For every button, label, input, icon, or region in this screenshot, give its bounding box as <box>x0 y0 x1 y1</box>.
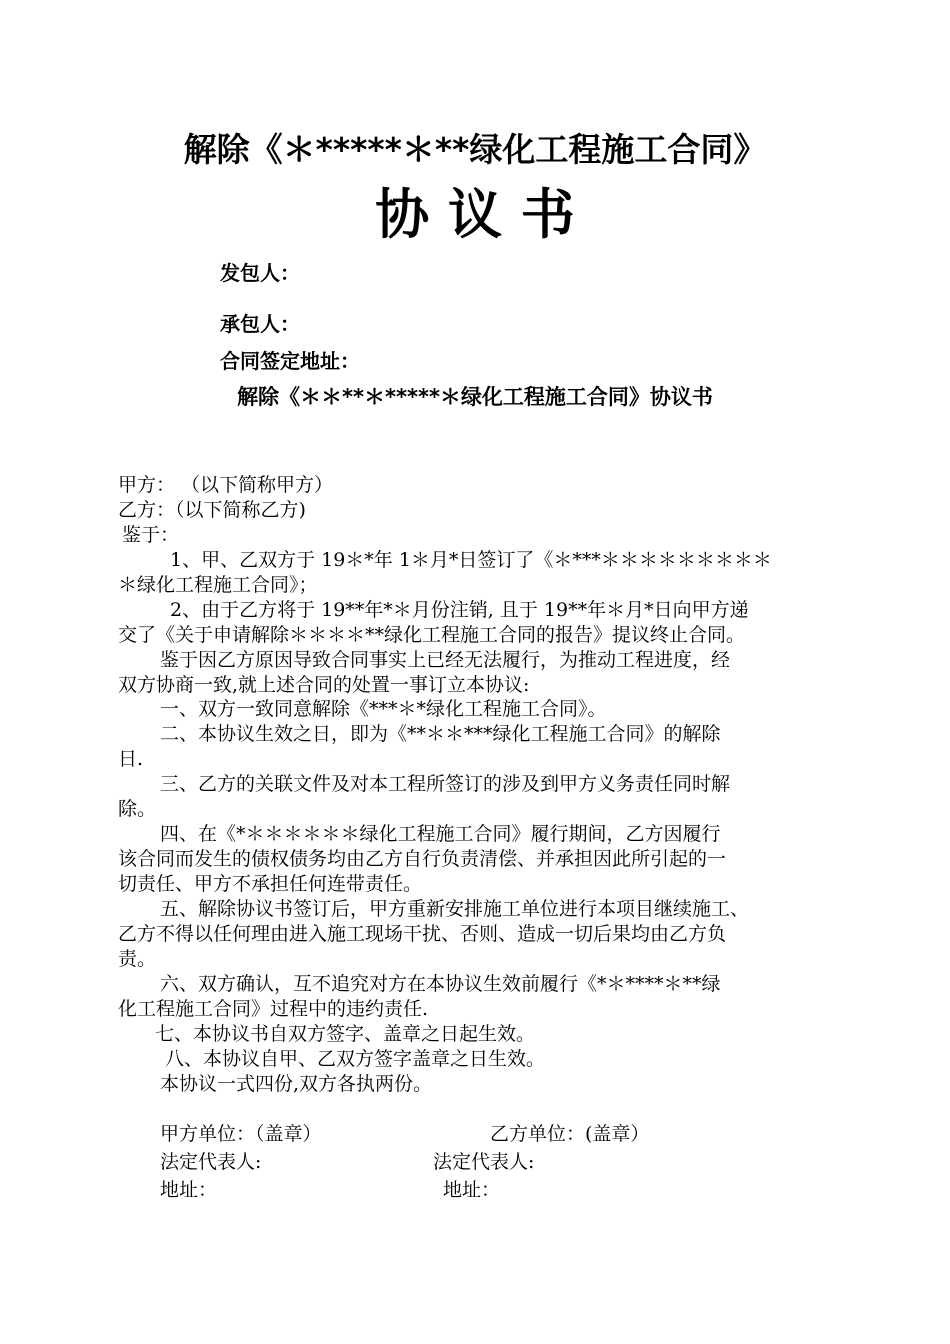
body-line: 1、甲、乙双方于 19＊*年 1＊月*日签订了《＊***＊＊＊＊＊＊＊＊＊ <box>170 549 772 571</box>
body-line: 交了《关于申请解除＊＊＊＊**绿化工程施工合同的报告》提议终止合同。 <box>118 624 746 646</box>
clause-5: 五、解除协议书签订后，甲方重新安排施工单位进行本项目继续施工、 <box>160 898 750 920</box>
party-b-legal-rep: 法定代表人: <box>433 1151 535 1173</box>
clause-6: 六、双方确认，互不追究对方在本协议生效前履行《*＊****＊**绿 <box>160 973 721 995</box>
body-line: 责。 <box>118 948 157 970</box>
whereas-label: 鉴于： <box>122 524 180 546</box>
contract-location-label: 合同签定地址： <box>220 349 360 373</box>
clause-1: 一、双方一致同意解除《***＊*绿化工程施工合同》。 <box>160 698 607 720</box>
body-line: 2、由于乙方将于 19**年*＊月份注销, 且于 19**年＊月*日向甲方递 <box>170 599 749 621</box>
clause-7: 七、本协议书自双方签字、盖章之日起生效。 <box>155 1023 536 1045</box>
clause-3: 三、乙方的关联文件及对本工程所签订的涉及到甲方义务责任同时解 <box>160 773 731 795</box>
body-line: ＊绿化工程施工合同》； <box>118 574 318 596</box>
body-line: 切责任、甲方不承担任何连带责任。 <box>118 873 423 895</box>
document-type-heading: 协 议 书 <box>375 183 575 246</box>
clause-4: 四、在《*＊＊＊＊＊＊绿化工程施工合同》履行期间，乙方因履行 <box>160 823 721 845</box>
copies-line: 本协议一式四份,双方各执两份。 <box>160 1073 433 1095</box>
clause-8: 八、本协议自甲、乙双方签字盖章之日生效。 <box>165 1048 546 1070</box>
party-a-address: 地址： <box>160 1179 218 1201</box>
body-line: 双方协商一致,就上述合同的处置一事订立本协议: <box>118 674 530 696</box>
employer-label: 发包人： <box>220 261 300 285</box>
clause-2: 二、本协议生效之日，即为《**＊＊***绿化工程施工合同》的解除 <box>160 723 721 745</box>
body-line: 日. <box>118 748 144 770</box>
body-line: 乙方不得以任何理由进入施工现场干扰、否则、造成一切后果均由乙方负 <box>118 923 727 945</box>
document-title: 解除《＊*****＊**绿化工程施工合同》 <box>183 130 767 169</box>
party-a-unit-seal: 甲方单位：（盖章） <box>160 1123 322 1145</box>
agreement-subtitle: 解除《＊＊**＊*****＊绿化工程施工合同》协议书 <box>237 385 713 409</box>
party-a-line: 甲方： （以下简称甲方） <box>118 474 334 496</box>
body-line: 化工程施工合同》过程中的违约责任. <box>118 998 429 1020</box>
party-a-legal-rep: 法定代表人: <box>160 1151 262 1173</box>
party-b-unit-seal: 乙方单位：(盖章） <box>490 1123 650 1145</box>
body-line: 除。 <box>118 798 157 820</box>
party-b-line: 乙方：（以下简称乙方) <box>118 499 306 521</box>
body-line: 该合同而发生的债权债务均由乙方自行负责清偿、并承担因此所引起的一 <box>118 848 727 870</box>
party-b-address: 地址： <box>443 1179 501 1201</box>
contractor-label: 承包人： <box>220 312 300 336</box>
body-line: 鉴于因乙方原因导致合同事实上已经无法履行，为推动工程进度，经 <box>160 649 731 671</box>
